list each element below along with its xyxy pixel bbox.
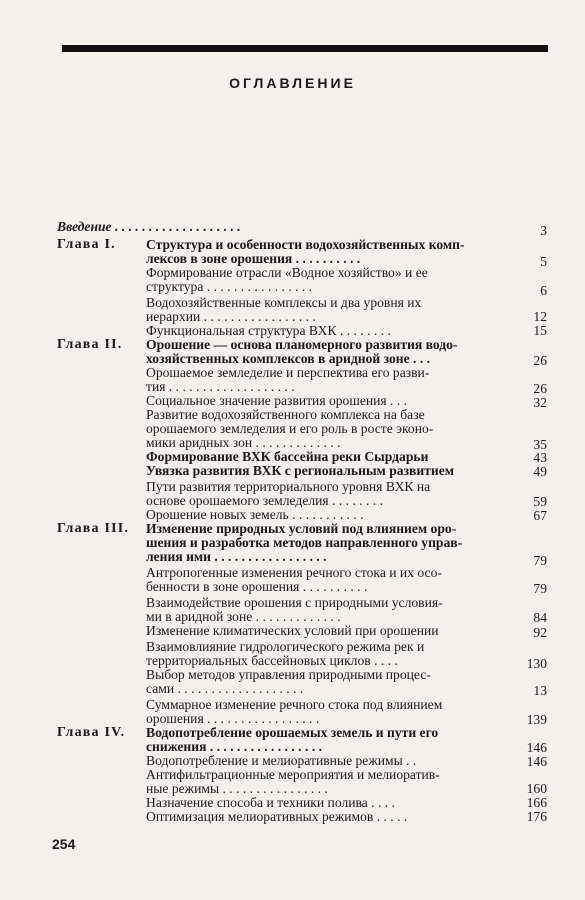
- toc-entry: орошения . . . . . . . . . . . . . . . . .: [146, 711, 320, 726]
- page-ref: 160: [526, 781, 547, 796]
- page-number: 254: [52, 836, 76, 852]
- page-ref: 166: [526, 795, 547, 810]
- toc-entry: структура . . . . . . . . . . . . . . . .: [146, 279, 313, 294]
- page-ref: 92: [533, 625, 547, 640]
- toc-entry: Функциональная структура ВХК . . . . . . . .: [146, 323, 391, 338]
- toc-entry: Взаимовлияние гидрологического режима рек и: [146, 639, 425, 654]
- toc-entry: Социальное значение развития орошения . . .: [146, 393, 408, 408]
- page-ref: 5: [540, 254, 547, 269]
- chapter-label: Глава IV.: [57, 725, 126, 740]
- chapter-title: Орошение — основа планомерного развития водо-: [146, 337, 458, 352]
- toc-intro: Введение . . . . . . . . . . . . . . . . . . .: [57, 219, 241, 234]
- page-ref: 146: [526, 754, 547, 769]
- page-ref: 79: [533, 581, 547, 596]
- page-ref: 13: [533, 683, 547, 698]
- toc-entry: мики аридных зон . . . . . . . . . . . . .: [146, 435, 341, 450]
- page-ref: 139: [526, 712, 547, 727]
- toc-entry: тия . . . . . . . . . . . . . . . . . . .: [146, 379, 295, 394]
- toc-entry: Формирование отрасли «Водное хозяйство» и ее: [146, 265, 428, 280]
- toc-entry: Антифильтрационные мероприятия и мелиоратив-: [146, 767, 440, 782]
- page-ref: 26: [533, 381, 547, 396]
- toc-entry: Взаимодействие орошения с природными условия-: [146, 595, 443, 610]
- page-ref: 26: [533, 353, 547, 368]
- page-ref: 43: [533, 450, 547, 465]
- toc-entry: Развитие водохозяйственного комплекса на базе: [146, 407, 425, 422]
- toc-entry: бенности в зоне орошения . . . . . . . . . .: [146, 579, 368, 594]
- toc-entry: Назначение способа и техники полива . . . .: [146, 795, 395, 810]
- page-ref: 84: [533, 610, 547, 625]
- toc-entry: Орошение новых земель . . . . . . . . . . .: [146, 507, 364, 522]
- toc-entry: территориальных бассейновых циклов . . . .: [146, 653, 398, 668]
- toc-entry: иерархии . . . . . . . . . . . . . . . . .: [146, 309, 316, 324]
- chapter-title: снижения . . . . . . . . . . . . . . . . .: [146, 739, 322, 754]
- toc-entry: Пути развития территориального уровня ВХК на: [146, 479, 431, 494]
- chapter-title: ления ими . . . . . . . . . . . . . . . . .: [146, 549, 327, 564]
- page-ref: 32: [533, 395, 547, 410]
- page-ref: 67: [533, 508, 547, 523]
- chapter-label: Глава II.: [57, 337, 123, 352]
- toc-entry: Водохозяйственные комплексы и два уровня их: [146, 295, 422, 310]
- toc-entry: орошаемого земледелия и его роль в росте эконо-: [146, 421, 434, 436]
- page-ref: 49: [533, 464, 547, 479]
- toc-entry: Изменение климатических условий при орошении: [146, 623, 439, 638]
- toc-entry: Суммарное изменение речного стока под влиянием: [146, 697, 443, 712]
- chapter-title: Водопотребление орошаемых земель и пути его: [146, 725, 439, 740]
- toc-entry: ми в аридной зоне . . . . . . . . . . . . .: [146, 609, 341, 624]
- chapter-title: лексов в зоне орошения . . . . . . . . . .: [146, 251, 361, 266]
- page-ref: 176: [526, 809, 547, 824]
- page-ref: 12: [533, 309, 547, 324]
- toc-entry: Антропогенные изменения речного стока и их осо-: [146, 565, 442, 580]
- toc-entry: сами . . . . . . . . . . . . . . . . . . .: [146, 681, 304, 696]
- chapter-title: Структура и особенности водохозяйственных комп-: [146, 237, 465, 252]
- toc-entry: ные режимы . . . . . . . . . . . . . . . .: [146, 781, 328, 796]
- page-ref: 130: [526, 656, 547, 671]
- page-ref: 79: [533, 553, 547, 568]
- page-title: ОГЛАВЛЕНИЕ: [229, 75, 356, 91]
- toc-entry: Орошаемое земледелие и перспектива его разви-: [146, 365, 430, 380]
- toc-entry: Выбор методов управления природными процес-: [146, 667, 431, 682]
- toc-entry: Оптимизация мелиоративных режимов . . . . .: [146, 809, 408, 824]
- page-ref: 59: [533, 494, 547, 509]
- chapter-title: шения и разработка методов направленного управ-: [146, 535, 463, 550]
- toc-entry: Увязка развития ВХК с региональным развитием: [146, 463, 455, 478]
- toc-entry: Водопотребление и мелиоративные режимы . .: [146, 753, 417, 768]
- page-ref: 146: [526, 740, 547, 755]
- chapter-label: Глава I.: [57, 237, 116, 252]
- chapter-label: Глава III.: [57, 521, 130, 536]
- toc-entry: Формирование ВХК бассейна реки Сырдарьи: [146, 449, 429, 464]
- page-ref: 3: [540, 223, 547, 238]
- page-ref: 15: [533, 323, 547, 338]
- page-ref: 6: [540, 283, 547, 298]
- chapter-title: Изменение природных условий под влиянием оро-: [146, 521, 457, 536]
- page-ref: 35: [533, 437, 547, 452]
- toc-entry: основе орошаемого земледелия . . . . . . . .: [146, 493, 384, 508]
- chapter-title: хозяйственных комплексов в аридной зоне . . .: [146, 351, 431, 366]
